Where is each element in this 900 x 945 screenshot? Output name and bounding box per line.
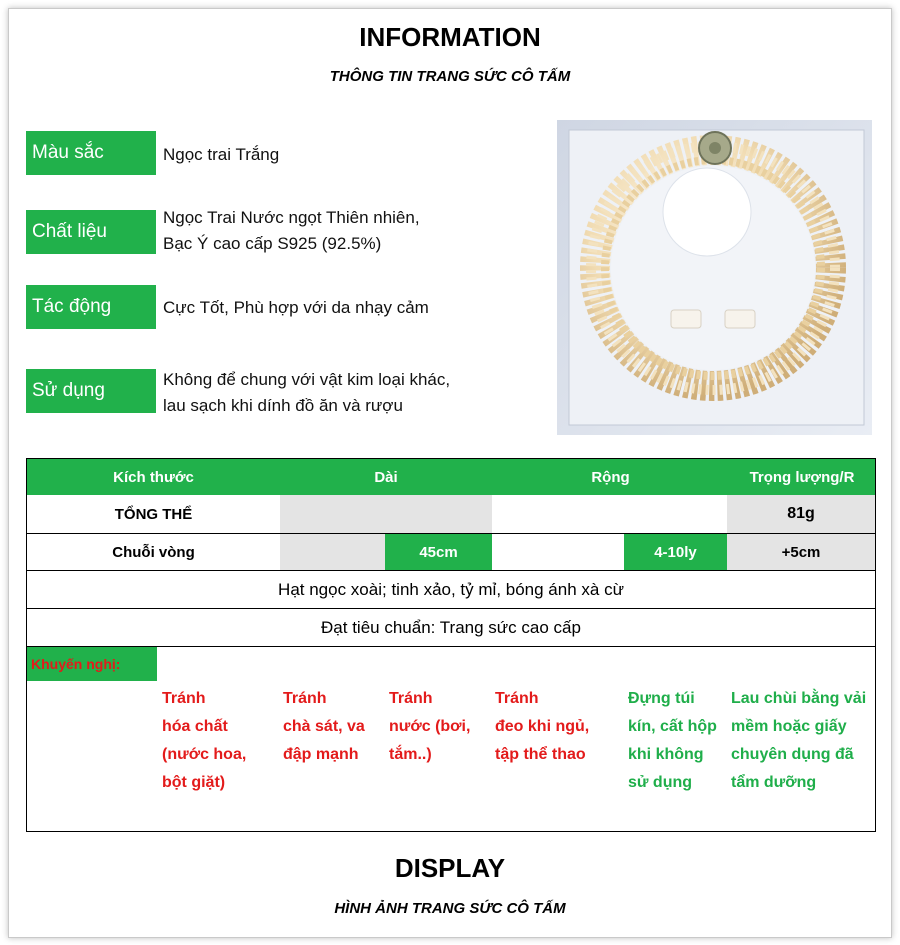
row-chain-length-grey (280, 534, 385, 570)
row-overall-weight: 81g (727, 495, 875, 533)
recommend-item: Lau chùi bằng vải mềm hoặc giấy chuyên dụng đã tẩm dưỡng (731, 690, 867, 791)
row-chain-width: 4-10ly (624, 534, 727, 570)
recommend-item: Tránh đeo khi ngủ, tập thể thao (495, 690, 590, 763)
material-label: Chất liệu (26, 210, 156, 254)
row-chain-width-blank (492, 534, 624, 570)
product-photo (557, 120, 872, 435)
recommend-item: Đựng túi kín, cất hộp khi không sử dụng (628, 690, 717, 791)
page-subtitle: THÔNG TIN TRANG SỨC CÔ TẤM (329, 68, 571, 85)
header-length: Dài (374, 468, 398, 486)
display-title: DISPLAY (394, 853, 506, 883)
row-chain-length: 45cm (385, 534, 492, 570)
row-overall-length (280, 495, 492, 533)
row-chain-name: Chuỗi vòng (112, 543, 195, 561)
header-size: Kích thước (113, 468, 194, 486)
color-label: Màu sắc (26, 131, 156, 175)
material-value: Ngọc Trai Nước ngọt Thiên nhiên, Bạc Ý cao cấp S925 (92.5%) (163, 208, 420, 253)
effect-value: Cực Tốt, Phù hợp với da nhạy cảm (163, 298, 429, 317)
row-overall-width (492, 495, 727, 533)
display-subtitle: HÌNH ẢNH TRANG SỨC CÔ TẤM (334, 900, 566, 917)
header-weight: Trọng lượng/R (749, 468, 855, 486)
spec-table (26, 458, 876, 832)
recommend-label: Khuyến nghị: (27, 647, 157, 681)
row-overall-name: TỔNG THỂ (114, 505, 193, 523)
effect-label: Tác động (26, 285, 156, 329)
recommend-item: Tránh hóa chất (nước hoa, bột giặt) (162, 690, 247, 791)
usage-label: Sử dụng (26, 369, 156, 413)
recommend-item: Tránh chà sát, va đập mạnh (283, 690, 365, 763)
page-title: INFORMATION (359, 22, 541, 52)
usage-value: Không để chung với vật kim loại khác, lau sạch khi dính đồ ăn và rượu (163, 370, 451, 415)
color-value: Ngọc trai Trắng (163, 145, 280, 164)
pearl-necklace-illustration (557, 120, 872, 435)
recommend-item: Tránh nước (bơi, tắm..) (389, 690, 471, 763)
feature-line: Hạt ngọc xoài; tinh xảo, tỷ mỉ, bóng ánh xà cừ (278, 579, 624, 599)
standard-line: Đạt tiêu chuẩn: Trang sức cao cấp (321, 617, 581, 637)
row-chain-weight: +5cm (727, 534, 875, 570)
header-width: Rộng (591, 468, 630, 486)
